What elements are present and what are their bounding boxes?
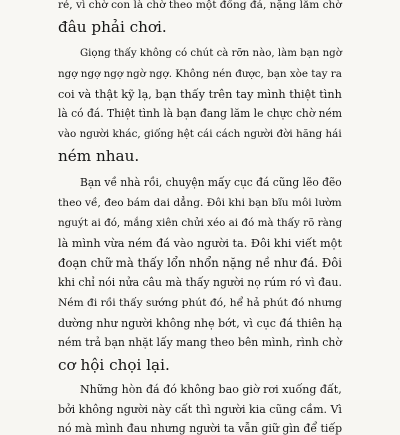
text-line: đâu phải chơi. [58,18,167,36]
text-line: Giọng thấy không có chút cà rỡn nào, làm bạn ngờ [80,48,342,59]
text-line: Ném đi rồi thấy sướng phút đó, hể hả phút đó nhưng [58,296,342,309]
text-line: ném nhau. [58,147,140,165]
text-line: Những hòn đá đó không bao giờ rơi xuống đất, [80,383,342,396]
text-line: ném trả bạn nhặt lấy mang theo bên mình, rình chờ [58,336,342,349]
text-line: đoạn chữ mà thấy lổn nhổn nặng nề như đá. Đôi [58,256,342,270]
text-line: ngợ ngợ ngợ ngờ ngợ. Không nén được, bạn xòe tay ra [58,68,342,80]
text-line: Bạn về nhà rồi, chuyện mấy cục đá cũng lẽo đẽo [80,176,342,189]
text-line: theo về, đeo bám dai dẳng. Đôi khi bạn bĩu môi lườm [58,197,342,209]
text-line: là có đá. Thiệt tình là bạn đang lăm le chực chờ ném [58,107,342,120]
text-line: nó mà mình đau nhưng người ta vẫn giữ gìn để tiếp [58,422,343,435]
text-line: vào người khác, giống hệt cái cách người đời hăng hái [58,128,342,140]
text-line: dường như người không nhẹ bớt, vì cục đá thiên hạ [58,317,343,330]
text-line: coi và thật kỹ lạ, bạn thấy trên tay mình thiệt tình [58,88,342,101]
text-line: là mình vừa ném đá vào người ta. Đôi khi viết một [58,237,342,250]
text-line: cơ hội chọi lại. [58,356,170,374]
text-line: nguýt ai đó, mắng xiên chửi xéo ai đó mà thấy rõ ràng [58,217,343,229]
text-line: khi chỉ nói nửa câu mà thấy người nọ rúm ró vì đau. [58,276,342,289]
text-line: rẻ, vì chờ con là chờ theo một đồng đá, nặng lắm chờ [58,0,342,11]
text-line: bởi không người này cất thì người kia cũng cầm. Vì [58,403,342,416]
